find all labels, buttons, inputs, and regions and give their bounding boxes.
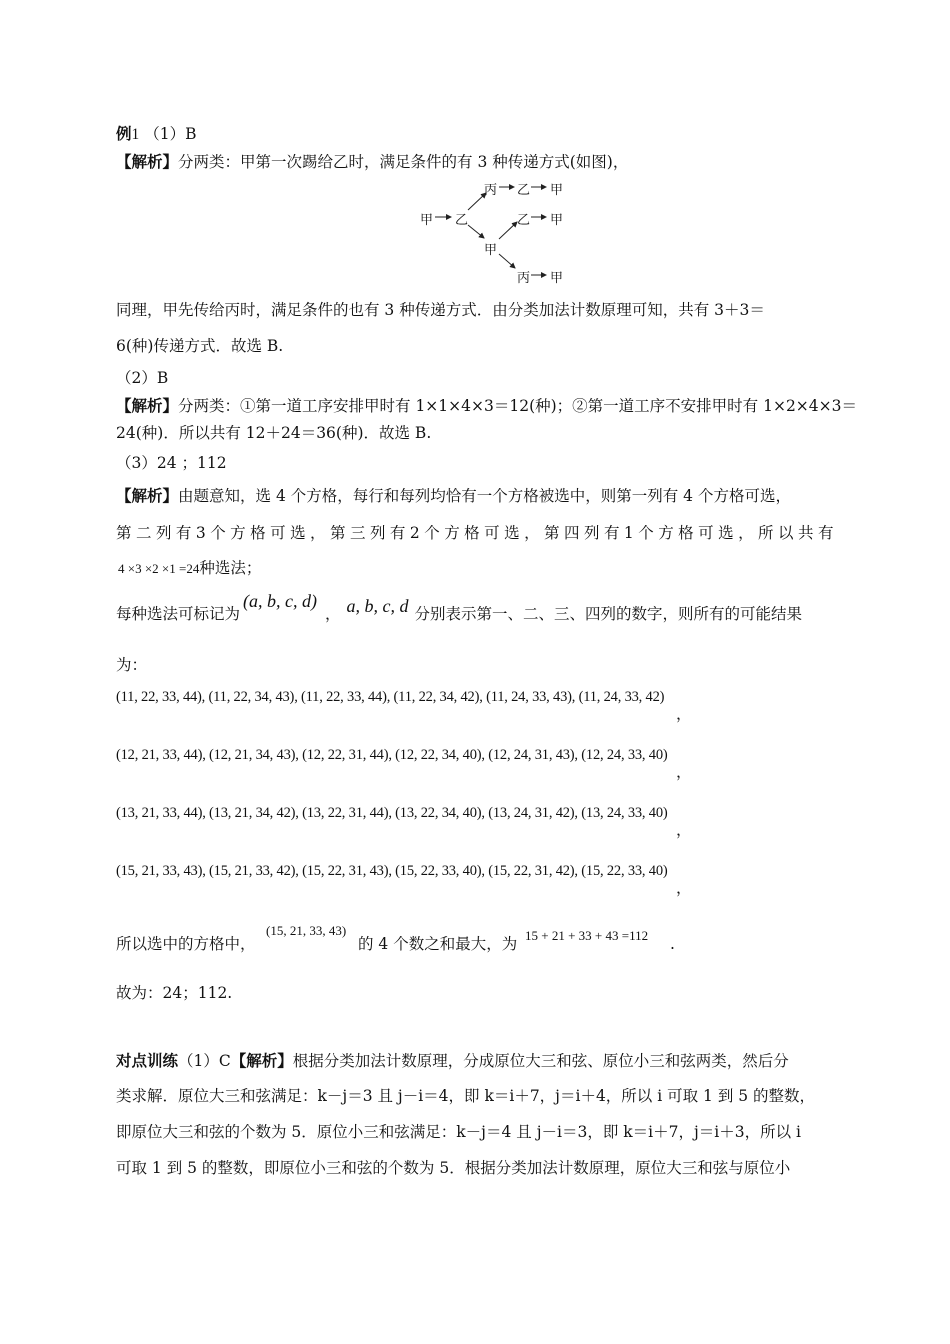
tuple-abcd: (a, b, c, d) xyxy=(243,591,317,611)
analysis-text: 分两类：①第一道工序安排甲时有 1×1×4×3＝12(种)；②第一道工序不安排甲时有 1×2×4×3＝ xyxy=(178,397,858,415)
line2-char: 四 xyxy=(564,524,580,542)
tree-node-mid-r2: 甲 xyxy=(550,213,564,228)
part2-answer: （2）B xyxy=(116,369,169,387)
vars-abcd: a, b, c, d xyxy=(346,596,409,616)
line2-char: 列 xyxy=(155,524,172,542)
formula-tail: 种选法； xyxy=(199,559,262,577)
training-label: 对点训练 xyxy=(116,1052,179,1070)
arrow-mid-r xyxy=(499,222,517,239)
line2-char: 列 xyxy=(369,524,386,542)
part3-wei: 为： xyxy=(116,656,148,674)
line2-char: 1 xyxy=(623,524,634,542)
tuple-row-2 xyxy=(116,745,668,765)
tree-node-mid-r1: 乙 xyxy=(517,213,531,228)
tuple-row-1 xyxy=(116,687,664,707)
training-answer: （1）C xyxy=(178,1052,231,1070)
line2-char: 个 xyxy=(424,524,440,542)
line2-char: 有 xyxy=(603,524,620,542)
part3-answer: （3）24 ；112 xyxy=(116,454,227,472)
tree-node-bot: 丙 xyxy=(517,271,531,286)
tree-node-top-2: 乙 xyxy=(517,183,531,198)
line2-char: 可 xyxy=(484,524,500,542)
line2-char: 所 xyxy=(758,524,774,542)
line2-char: ， xyxy=(524,524,540,542)
tuple-row-text: (13, 21, 33, 44), (13, 21, 34, 42), (13, 22, 31, 44), (13, 22, 34, 40), (13, 24, 31, 42), (13, 24, 33, 40) xyxy=(116,805,668,821)
part3-line2 xyxy=(116,523,834,543)
analysis-text: 由题意知，选 4 个方格，每行和每列均恰有一个方格被选中，则第一列有 4 个方格可选， xyxy=(178,487,791,505)
line2-char: 以 xyxy=(778,524,794,542)
row-comma: ， xyxy=(676,705,692,723)
training-text: 根据分类加法计数原理，分成原位大三和弦、原位小三和弦两类，然后分 xyxy=(292,1052,789,1070)
part1-analysis xyxy=(116,152,628,172)
line2-char: 个 xyxy=(210,524,226,542)
example-label: 例 xyxy=(116,125,132,143)
line2-char: 可 xyxy=(698,524,714,542)
line2-char: 方 xyxy=(444,524,460,542)
selection-end: . xyxy=(670,935,675,953)
tuple-row-text: (12, 21, 33, 44), (12, 21, 34, 43), (12, 22, 31, 44), (12, 22, 34, 40), (12, 24, 31, 43), (12, 24, 33, 40) xyxy=(116,747,668,763)
line2-char: 格 xyxy=(464,524,480,542)
row-comma: ， xyxy=(676,821,692,839)
example-heading xyxy=(116,124,196,145)
training-line-3: 即原位大三和弦的个数为 5．原位小三和弦满足：k－j＝4 且 j－i＝3，即 k＝i＋7，j＝i＋3，所以 i xyxy=(116,1123,801,1141)
example-number: 1 xyxy=(131,126,140,143)
training-line-1 xyxy=(116,1051,789,1071)
line2-char: 2 xyxy=(409,524,420,542)
analysis-label: 【解析】 xyxy=(116,153,179,171)
line2-char: 二 xyxy=(135,524,152,542)
line2-char: 可 xyxy=(270,524,286,542)
part1-continuation: 同理，甲先传给丙时，满足条件的也有 3 种传递方式．由分类加法计数原理可知，共有 3＋3＝ xyxy=(116,301,765,319)
line2-char: 选 xyxy=(290,524,306,542)
mark-suffix: 分别表示第一、二、三、四列的数字，则所有的可能结果 xyxy=(414,605,803,623)
tree-node-top: 丙 xyxy=(484,183,498,198)
row-comma: ， xyxy=(676,763,692,781)
training-line-2: 类求解．原位大三和弦满足：k－j＝3 且 j－i＝4，即 k＝i＋7，j＝i＋4，所以 i 可取 1 到 5 的整数， xyxy=(116,1087,816,1105)
part2-analysis xyxy=(116,396,857,416)
tree-node-bot-2: 甲 xyxy=(550,271,564,286)
part3-final-answer: 故为：24；112. xyxy=(116,984,233,1002)
part3-selection-line xyxy=(116,934,256,954)
formula-product: 4 ×3 ×2 ×1 =24 xyxy=(118,561,200,576)
analysis-label: 【解析】 xyxy=(230,1052,293,1070)
tree-node-top-3: 甲 xyxy=(550,183,564,198)
line2-char: 有 xyxy=(817,524,834,542)
line2-char: 方 xyxy=(658,524,674,542)
passing-tree-diagram xyxy=(418,176,578,288)
line2-char: 3 xyxy=(195,524,206,542)
line2-char: 选 xyxy=(718,524,734,542)
arrow-a1-mid xyxy=(468,225,484,238)
selection-prefix: 所以选中的方格中， xyxy=(116,935,256,953)
analysis-text: 分两类：甲第一次踢给乙时，满足条件的有 3 种传递方式(如图)， xyxy=(178,153,629,171)
tuple-row-3 xyxy=(116,803,668,823)
line2-char: 三 xyxy=(349,524,366,542)
tuple-row-text: (15, 21, 33, 43), (15, 21, 33, 42), (15, 22, 31, 43), (15, 22, 33, 40), (15, 22, 31, 42), (15, 22, 33, 40) xyxy=(116,863,668,879)
line2-char: 方 xyxy=(230,524,246,542)
analysis-label: 【解析】 xyxy=(116,397,179,415)
row-comma: ， xyxy=(676,879,692,897)
analysis-label: 【解析】 xyxy=(116,487,179,505)
arrow-mid-bot xyxy=(499,254,515,268)
line2-char: 共 xyxy=(797,524,814,542)
selection-tuple: (15, 21, 33, 43) xyxy=(266,923,347,938)
part2-conclusion: 24(种)．所以共有 12＋24＝36(种)．故选 B. xyxy=(116,424,432,442)
training-line-4: 可取 1 到 5 的整数，即原位小三和弦的个数为 5．根据分类加法计数原理，原位大三和弦与原位小 xyxy=(116,1159,791,1177)
line2-char: 选 xyxy=(504,524,520,542)
tree-node-a1: 乙 xyxy=(455,213,469,228)
line2-char: 第 xyxy=(544,524,560,542)
tree-node-root: 甲 xyxy=(420,213,434,228)
mark-sep: ， xyxy=(325,605,341,623)
part1-answer: （1）B xyxy=(144,125,197,143)
part3-analysis xyxy=(116,486,791,506)
part3-formula-line xyxy=(116,558,261,579)
line2-char: 格 xyxy=(678,524,694,542)
mark-prefix: 每种选法可标记为 xyxy=(116,605,241,623)
line2-char: ， xyxy=(310,524,326,542)
line2-char: 格 xyxy=(250,524,266,542)
tuple-row-4 xyxy=(116,861,668,881)
line2-char: ， xyxy=(738,524,754,542)
line2-char: 有 xyxy=(389,524,406,542)
line2-char: 第 xyxy=(330,524,346,542)
part1-conclusion: 6(种)传递方式．故选 B. xyxy=(116,337,284,355)
line2-char: 第 xyxy=(116,524,132,542)
part3-mark-line xyxy=(116,591,803,624)
selection-middle: 的 4 个数之和最大，为 xyxy=(358,935,518,953)
tuple-row-text: (11, 22, 33, 44), (11, 22, 34, 43), (11, 22, 33, 44), (11, 22, 34, 42), (11, 24, 33, 43), (11, 24, 33, 42) xyxy=(116,689,665,705)
line2-char: 列 xyxy=(583,524,600,542)
selection-sum: 15 + 21 + 33 + 43 =112 xyxy=(525,928,649,943)
tree-node-mid: 甲 xyxy=(484,243,498,258)
line2-char: 个 xyxy=(638,524,654,542)
line2-char: 有 xyxy=(175,524,192,542)
